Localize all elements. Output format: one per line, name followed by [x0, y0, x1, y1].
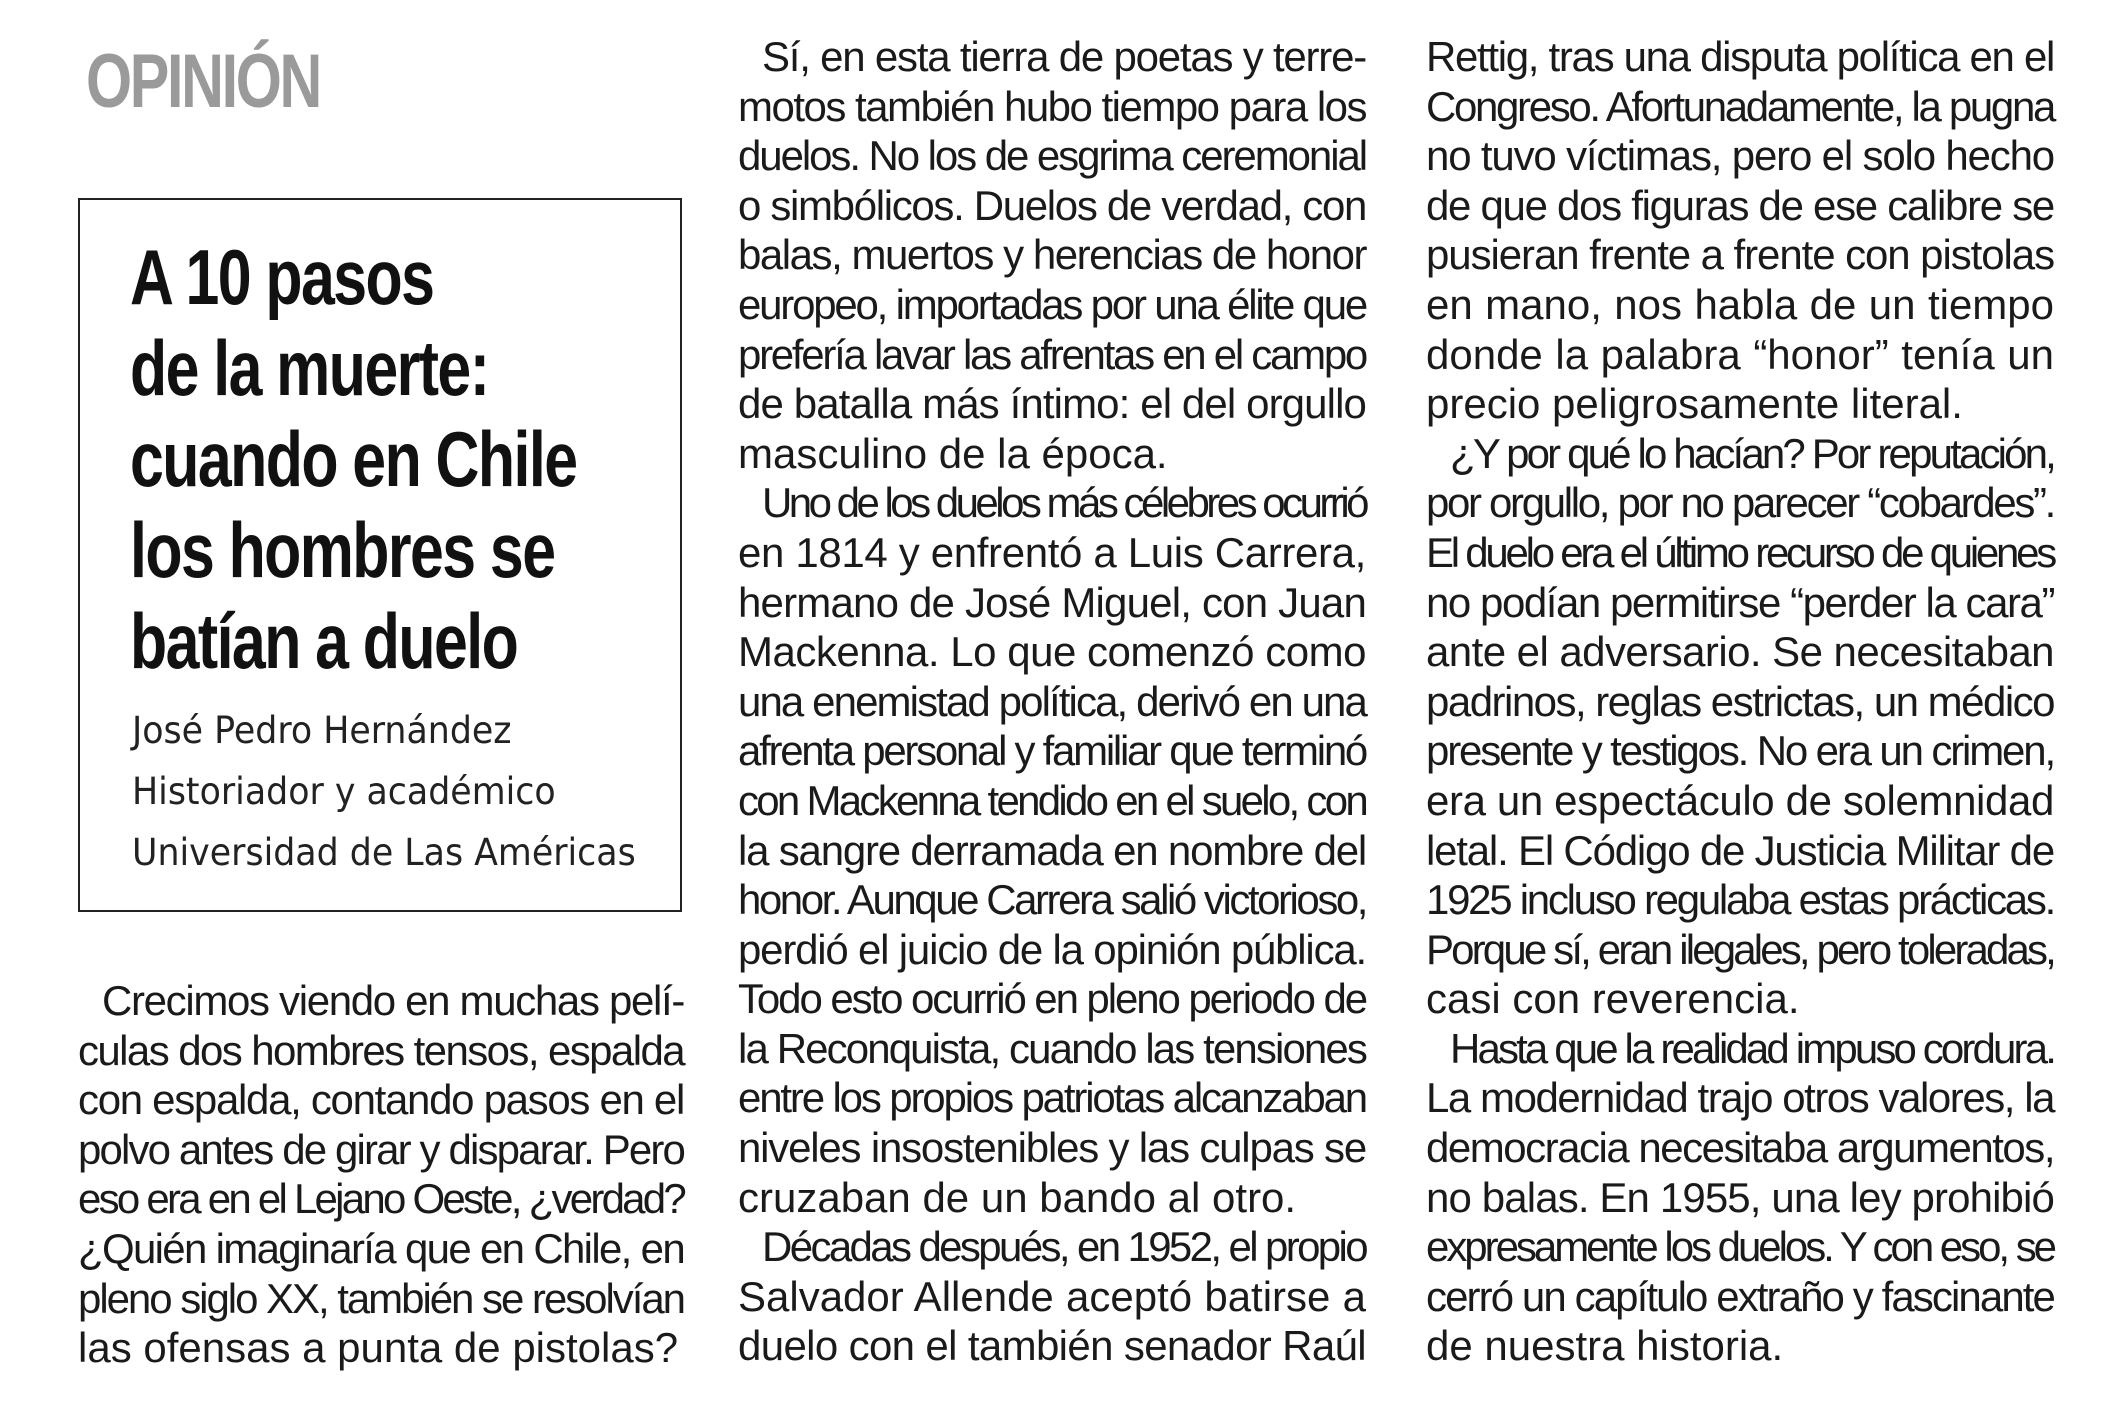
text-line: honor. Aunque Carrera salió victorioso, — [738, 876, 1366, 924]
text-line: europeo, importadas por una élite que — [738, 280, 1366, 328]
paragraph — [738, 1222, 1366, 1371]
text-line: pusieran frente a frente con pistolas — [1426, 231, 2055, 279]
text-line: Congreso. Afortunadamente, la pugna — [1426, 82, 2054, 130]
byline — [132, 700, 658, 883]
text-line: era un espectáculo de solemnidad — [1426, 776, 2054, 824]
text-line: duelos. No los de esgrima ceremonial — [738, 132, 1366, 180]
text-line: prefería lavar las afrentas en el campo — [738, 330, 1366, 378]
headline-line: cuando en Chile — [130, 415, 577, 503]
text-line: entre los propios patriotas alcanzaban — [738, 1074, 1366, 1122]
byline-institution: Universidad de Las Américas — [132, 831, 636, 874]
text-line: pleno siglo XX, también se resolvían — [78, 1274, 684, 1322]
text-line: cruzaban de un bando al otro. — [738, 1173, 1297, 1221]
text-line: o simbólicos. Duelos de verdad, con — [738, 181, 1366, 229]
headline-line: A 10 pasos — [130, 233, 434, 321]
headline — [130, 232, 692, 687]
section-label: OPINIÓN — [86, 39, 320, 124]
text-line: Todo esto ocurrió en pleno periodo de — [738, 975, 1366, 1023]
text-line: ¿Quién imaginaría que en Chile, en — [78, 1224, 684, 1272]
text-line: expresamente los duelos. Y con eso, se — [1426, 1223, 2054, 1271]
article-column-1 — [78, 976, 684, 1373]
byline-author: José Pedro Hernández — [132, 709, 512, 752]
text-line: Hasta que la realidad impuso cordura. — [1450, 1024, 2055, 1072]
text-line: cerró un capítulo extraño y fascinante — [1426, 1272, 2054, 1320]
text-line: de que dos figuras de ese calibre se — [1426, 181, 2054, 229]
paragraph — [78, 976, 684, 1373]
text-line: Porque sí, eran ilegales, pero toleradas, — [1426, 925, 2054, 973]
text-line: masculino de la época. — [738, 429, 1168, 477]
text-line: El duelo era el último recurso de quienes — [1426, 528, 2054, 576]
text-line: democracia necesitaba argumentos, — [1426, 1124, 2054, 1172]
article-column-3 — [1426, 32, 2054, 1371]
text-line: casi con reverencia. — [1426, 975, 1800, 1023]
text-line: Salvador Allende aceptó batirse a — [738, 1272, 1366, 1320]
text-line: en 1814 y enfrentó a Luis Carrera, — [738, 528, 1366, 576]
headline-line: los hombres se — [130, 506, 555, 594]
text-line: Décadas después, en 1952, el propio — [762, 1223, 1366, 1271]
text-line: duelo con el también senador Raúl — [738, 1322, 1366, 1370]
text-line: polvo antes de girar y disparar. Pero — [78, 1125, 684, 1173]
text-line: 1925 incluso regulaba estas prácticas. — [1426, 876, 2054, 924]
text-line: eso era en el Lejano Oeste, ¿verdad? — [78, 1175, 684, 1223]
paragraph — [1426, 429, 2054, 1024]
text-line: la Reconquista, cuando las tensiones — [738, 1024, 1366, 1072]
text-line: de batalla más íntimo: el del orgullo — [738, 380, 1366, 428]
paragraph — [1426, 1024, 2054, 1371]
text-line: afrenta personal y familiar que terminó — [738, 727, 1366, 775]
text-line: ¿Y por qué lo hacían? Por reputación, — [1450, 429, 2054, 477]
text-line: donde la palabra “honor” tenía un — [1426, 330, 2054, 378]
text-line: niveles insostenibles y las culpas se — [738, 1124, 1366, 1172]
text-line: hermano de José Miguel, con Juan — [738, 578, 1366, 626]
text-line: padrinos, reglas estrictas, un médico — [1426, 677, 2054, 725]
article-column-2 — [738, 32, 1366, 1371]
text-line: una enemistad política, derivó en una — [738, 677, 1366, 725]
text-line: las ofensas a punta de pistolas? — [78, 1324, 679, 1372]
text-line: Mackenna. Lo que comenzó como — [738, 628, 1366, 676]
text-line: Rettig, tras una disputa política en el — [1426, 33, 2054, 80]
text-line: en mano, nos habla de un tiempo — [1426, 280, 2054, 328]
paragraph — [1426, 32, 2054, 429]
text-line: con Mackenna tendido en el suelo, con — [738, 776, 1366, 824]
text-line: precio peligrosamente literal. — [1426, 380, 1963, 428]
text-line: perdió el juicio de la opinión pública. — [738, 925, 1366, 973]
paragraph — [738, 478, 1366, 1222]
text-line: motos también hubo tiempo para los — [738, 82, 1366, 130]
text-line: no podían permitirse “perder la cara” — [1426, 578, 2054, 626]
text-line: balas, muertos y herencias de honor — [738, 231, 1366, 279]
text-line: no tuvo víctimas, pero el solo hecho — [1426, 132, 2055, 180]
text-line: de nuestra historia. — [1426, 1322, 1784, 1370]
text-line: Uno de los duelos más célebres ocurrió — [762, 479, 1366, 527]
text-line: ante el adversario. Se necesitaban — [1426, 628, 2054, 676]
text-line: Crecimos viendo en muchas pelí- — [102, 977, 684, 1024]
text-line: culas dos hombres tensos, espalda — [78, 1026, 684, 1074]
byline-role: Historiador y académico — [132, 770, 556, 813]
text-line: Sí, en esta tierra de poetas y terre- — [762, 33, 1366, 80]
paragraph — [738, 32, 1366, 478]
headline-box — [78, 198, 682, 912]
headline-line: de la muerte: — [130, 324, 489, 412]
text-line: La modernidad trajo otros valores, la — [1426, 1074, 2054, 1122]
text-line: presente y testigos. No era un crimen, — [1426, 727, 2054, 775]
headline-line: batían a duelo — [130, 597, 518, 685]
text-line: con espalda, contando pasos en el — [78, 1076, 684, 1124]
text-line: letal. El Código de Justicia Militar de — [1426, 826, 2054, 874]
text-line: no balas. En 1955, una ley prohibió — [1426, 1173, 2054, 1221]
text-line: por orgullo, por no parecer “cobardes”. — [1426, 479, 2054, 527]
text-line: la sangre derramada en nombre del — [738, 826, 1366, 874]
